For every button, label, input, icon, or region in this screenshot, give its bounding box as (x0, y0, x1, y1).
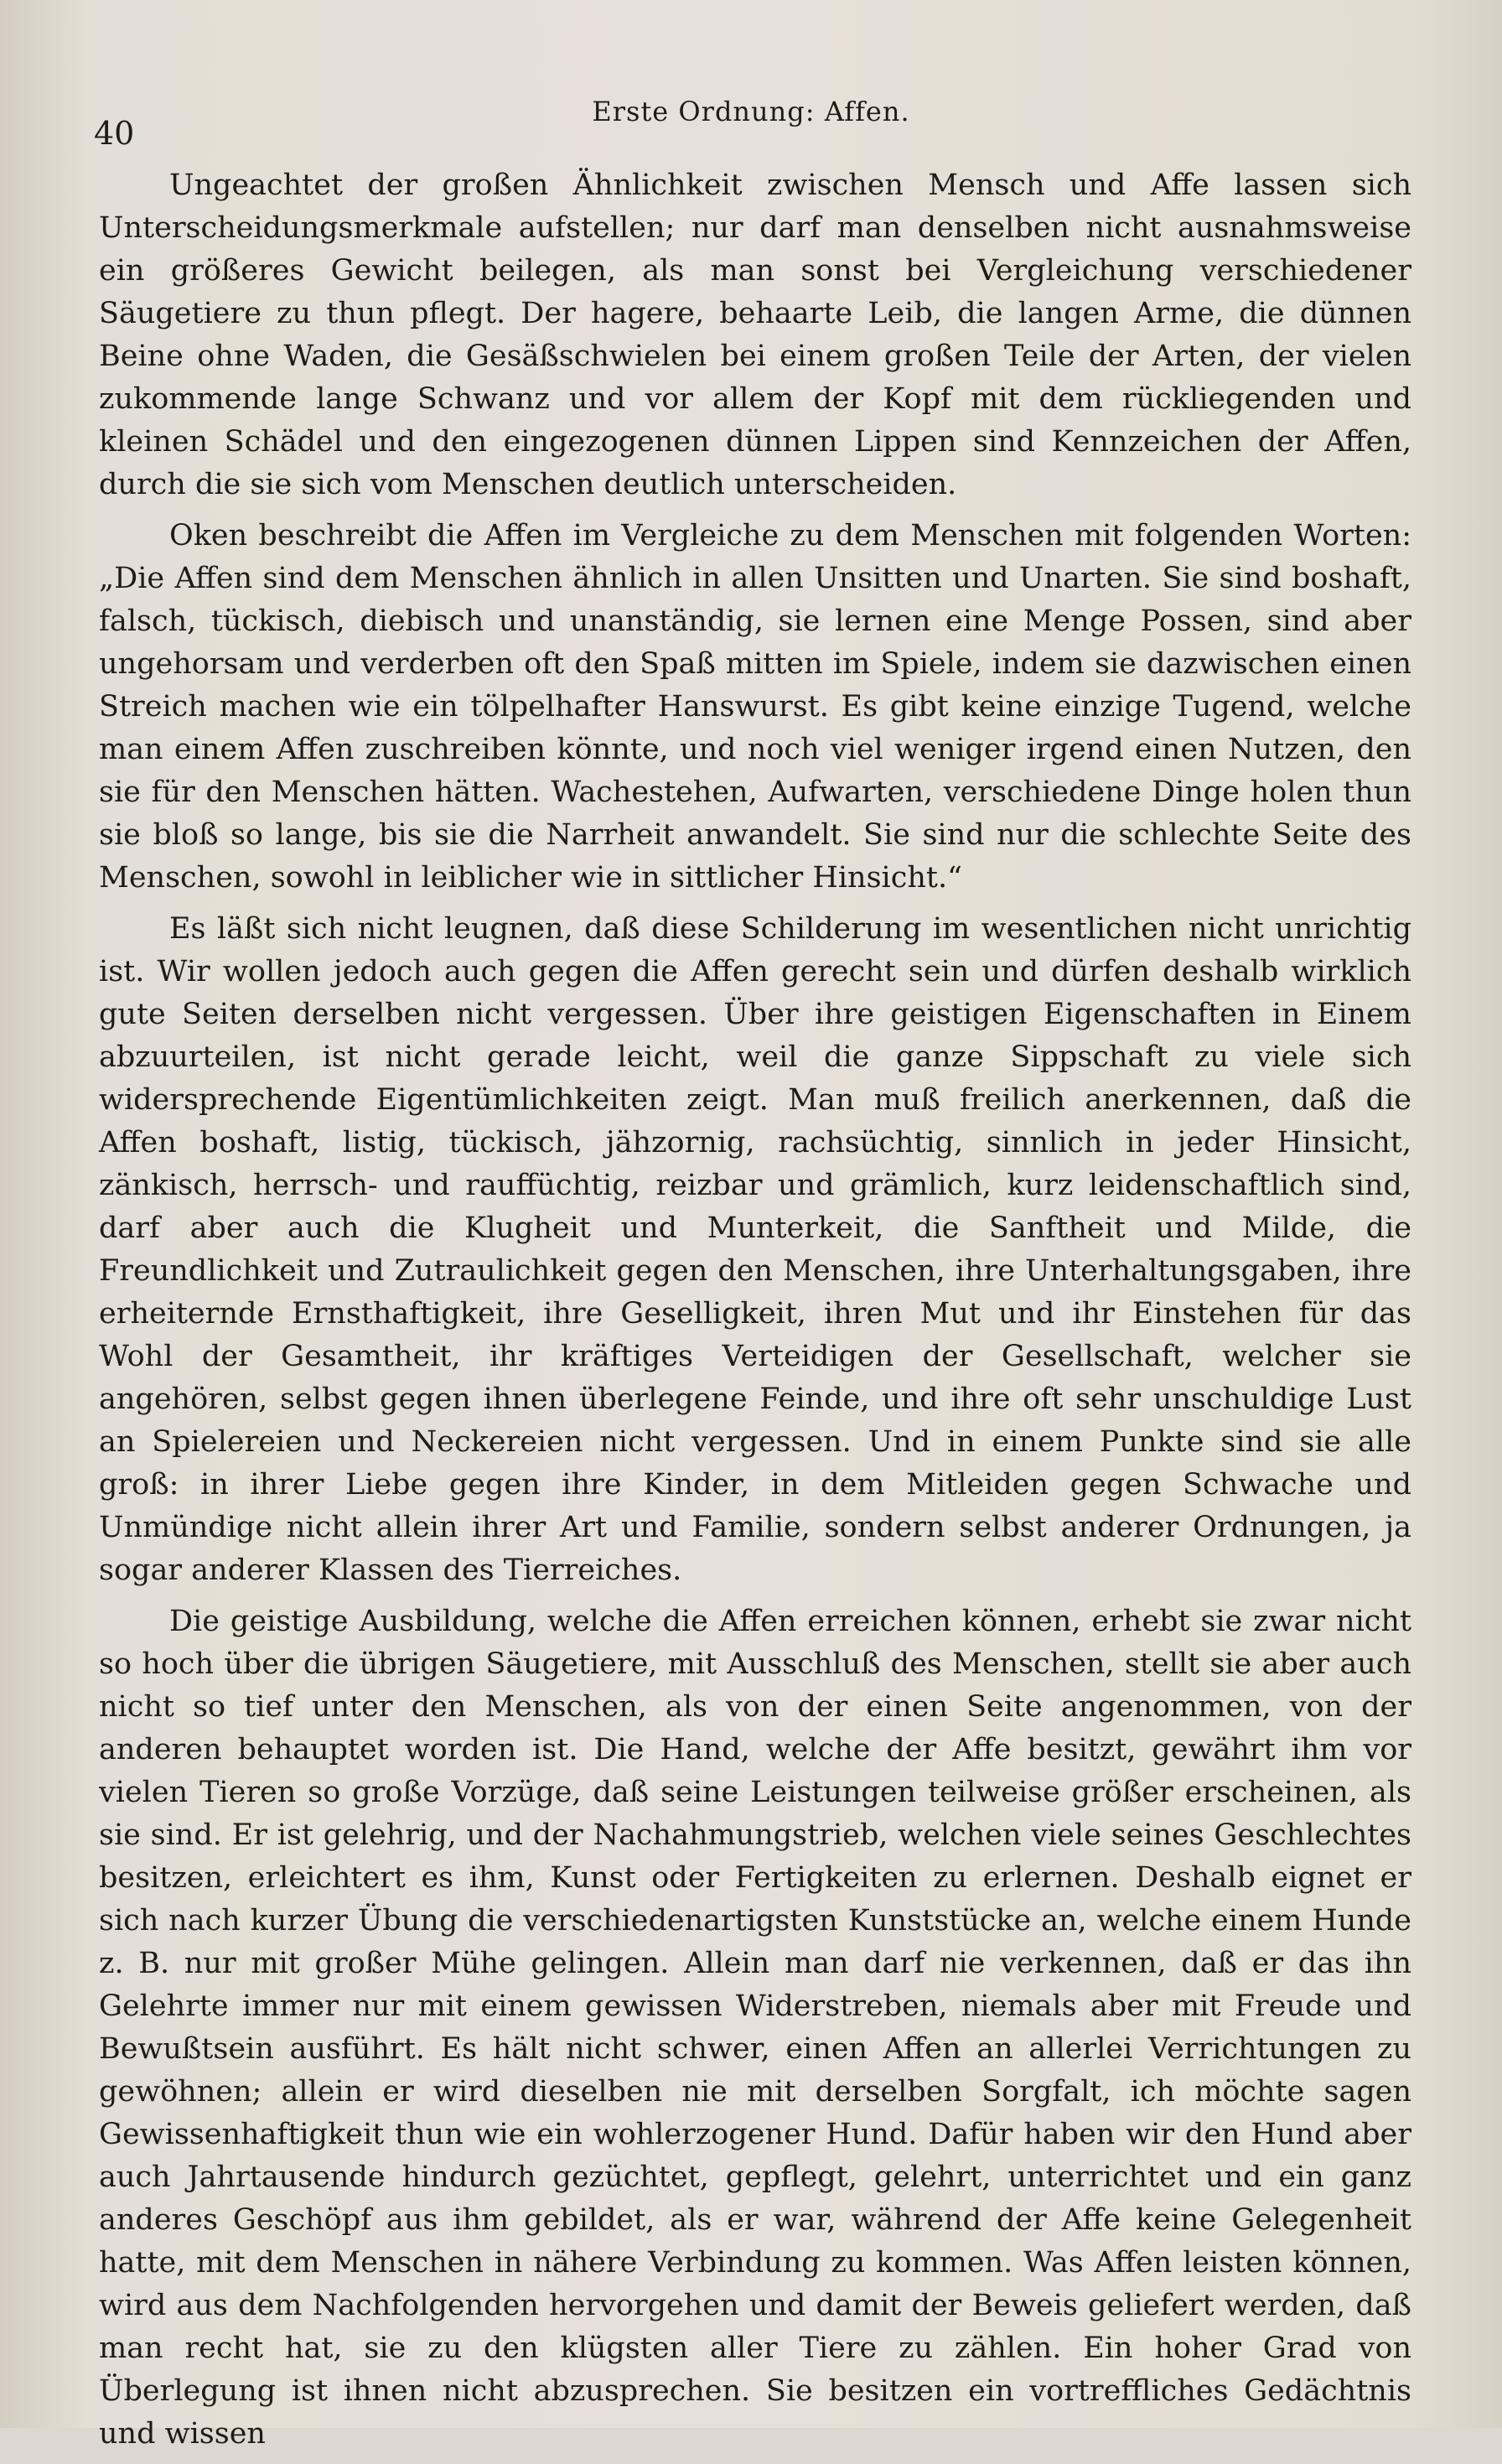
paragraph: Oken beschreibt die Affen im Vergleiche zu dem Menschen mit folgenden Worten: „Die Affen sind dem Menschen ähnlich in allen Unsitten und Unarten. Sie sind boshaft, falsch, tückisch, diebisch und unanständig, sie lernen eine Menge Possen, sind aber ungehorsam und verderben oft den Spaß mitten im Spiele, indem sie dazwischen einen Streich machen wie ein tölpelhafter Hanswurst. Es gibt keine einzige Tugend, welche man einem Affen zuschreiben könnte, und noch viel weniger irgend einen Nutzen, den sie für den Menschen hätten. Wachestehen, Aufwarten, verschiedene Dinge holen thun sie bloß so lange, bis sie die Narrheit anwandelt. Sie sind nur die schlechte Seite des Menschen, sowohl in leiblicher wie in sittlicher Hinsicht.“ (99, 519, 1411, 895)
page-body (99, 164, 1411, 2464)
running-head: Erste Ordnung: Affen. (592, 96, 910, 127)
page-number: 40 (94, 115, 135, 152)
paragraph: Es läßt sich nicht leugnen, daß diese Schilderung im wesentlichen nicht unrichtig ist. Wir wollen jedoch auch gegen die Affen gerecht sein und dürfen deshalb wirklich gute Seiten derselben nicht vergessen. Über ihre geistigen Eigenschaften in Einem abzuurteilen, ist nicht gerade leicht, weil die ganze Sippschaft zu viele sich widersprechende Eigentümlichkeiten zeigt. Man muß freilich anerkennen, daß die Affen boshaft, listig, tückisch, jähzornig, rachsüchtig, sinnlich in jeder Hinsicht, zänkisch, herrsch- und rauffüchtig, reizbar und grämlich, kurz leidenschaftlich sind, darf aber auch die Klugheit und Munterkeit, die Sanftheit und Milde, die Freundlichkeit und Zutraulichkeit gegen den Menschen, ihre Unterhaltungsgaben, ihre erheiternde Ernsthaftigkeit, ihre Geselligkeit, ihren Mut und ihr Einstehen für das Wohl der Gesamtheit, ihr kräftiges Verteidigen der Gesellschaft, welcher sie angehören, selbst gegen ihnen überlegene Feinde, und ihre oft sehr unschuldige Lust an Spielereien und Neckereien nicht vergessen. Und in einem Punkte sind sie alle groß: in ihrer Liebe gegen ihre Kinder, in dem Mitleiden gegen Schwache und Unmündige nicht allein ihrer Art und Familie, sondern selbst anderer Ordnungen, ja sogar anderer Klassen des Tierreiches. (99, 912, 1411, 1587)
paragraph: Die geistige Ausbildung, welche die Affen erreichen können, erhebt sie zwar nicht so hoch über die übrigen Säugetiere, mit Ausschluß des Menschen, stellt sie aber auch nicht so tief unter den Menschen, als von der einen Seite angenommen, von der anderen behauptet worden ist. Die Hand, welche der Affe besitzt, gewährt ihm vor vielen Tieren so große Vorzüge, daß seine Leistungen teilweise größer erscheinen, als sie sind. Er ist gelehrig, und der Nachahmungstrieb, welchen viele seines Geschlechtes besitzen, erleichtert es ihm, Kunst oder Fertigkeiten zu erlernen. Deshalb eignet er sich nach kurzer Übung die verschiedenartigsten Kunststücke an, welche einem Hunde z. B. nur mit großer Mühe gelingen. Allein man darf nie verkennen, daß er das ihn Gelehrte immer nur mit einem gewissen Widerstreben, niemals aber mit Freude und Bewußtsein ausführt. Es hält nicht schwer, einen Affen an allerlei Verrichtungen zu gewöhnen; allein er wird dieselben nie mit derselben Sorgfalt, ich möchte sagen Gewissenhaftigkeit thun wie ein wohlerzogener Hund. Dafür haben wir den Hund aber auch Jahrtausende hindurch gezüchtet, gepflegt, gelehrt, unterrichtet und ein ganz anderes Geschöpf aus ihm gebildet, als er war, während der Affe keine Gelegenheit hatte, mit dem Menschen in nähere Verbindung zu kommen. Was Affen leisten können, wird aus dem Nachfolgenden hervorgehen und damit der Beweis geliefert werden, daß man recht hat, sie zu den klügsten aller Tiere zu zählen. Ein hoher Grad von Überlegung ist ihnen nicht abzusprechen. Sie besitzen ein vortreffliches Gedächtnis und wissen (99, 1605, 1411, 2451)
paragraph: Ungeachtet der großen Ähnlichkeit zwischen Mensch und Affe lassen sich Unterscheidungsmerkmale aufstellen; nur darf man denselben nicht ausnahmsweise ein größeres Gewicht beilegen, als man sonst bei Vergleichung verschiedener Säugetiere zu thun pflegt. Der hagere, behaarte Leib, die langen Arme, die dünnen Beine ohne Waden, die Gesäßschwielen bei einem großen Teile der Arten, der vielen zukommende lange Schwanz und vor allem der Kopf mit dem rückliegenden und kleinen Schädel und den eingezogenen dünnen Lippen sind Kennzeichen der Affen, durch die sie sich vom Menschen deutlich unterscheiden. (99, 169, 1411, 501)
